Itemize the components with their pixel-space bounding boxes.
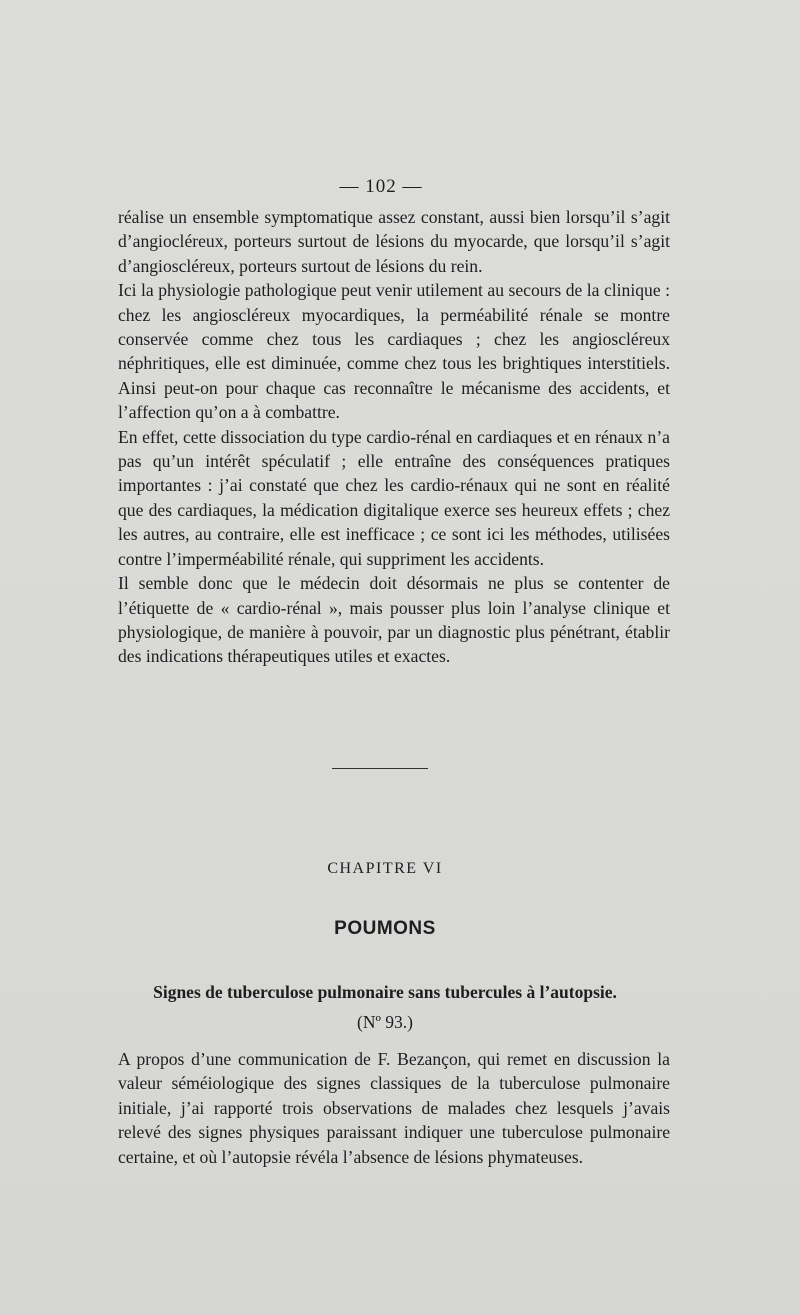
paragraph: En effet, cette dissociation du type cardio-rénal en cardiaques et en rénaux n’a pas qu’un intérêt spéculatif ; elle entraîne des conséquences pratiques importantes : j’ai constaté que chez les cardio-rénaux qui ne sont en réalité que des cardiaques, la médication digitalique exerce ses heureux effets ; chez les autres, au contraire, elle est inefficace ; ce sont ici les méthodes, utilisées contre l’imperméabilité rénale, qui suppriment les accidents. — [118, 426, 670, 569]
paragraph: A propos d’une communication de F. Bezançon, qui remet en discussion la valeur séméiologique des signes classiques de la tuberculose pulmonaire initiale, j’ai rapporté trois observations de malades chez lesquels j’avais relevé des signes physiques paraissant indiquer une tuberculose pulmonaire certaine, et où l’autopsie révéla l’absence de lésions phymateuses. — [118, 1049, 670, 1167]
section-2-text — [118, 1047, 670, 1169]
paragraph: Il semble donc que le médecin doit désormais ne plus se contenter de l’étiquette de « cardio-rénal », mais pousser plus loin l’analyse clinique et physiologique, de manière à pouvoir, par un diagnostic plus pénétrant, établir des indications thérapeutiques utiles et exactes. — [118, 573, 670, 667]
section-reference-note: (Nº 93.) — [357, 1012, 413, 1032]
section-divider — [332, 768, 428, 769]
paragraph: Ici la physiologie pathologique peut venir utilement au secours de la clinique : chez les angioscléreux myocardiques, la perméabilité rénale se montre conservée comme chez tous les cardiaques ; chez les angioscléreux néphritiques, elle est diminuée, comme chez tous les brightiques interstitiels. Ainsi peut-on pour chaque cas reconnaître le mécanisme des accidents, et l’affection qu’on a à combattre. — [118, 280, 670, 423]
page-number: — 102 — — [339, 176, 423, 197]
chapter-title: POUMONS — [334, 918, 436, 939]
section-1-text — [118, 205, 670, 669]
paragraph: réalise un ensemble symptomatique assez constant, aussi bien lorsqu’il s’agit d’angiocléreux, porteurs surtout de lésions du myocarde, que lorsqu’il s’agit d’angioscléreux, porteurs surtout de lésions du rein. — [118, 207, 670, 276]
section-heading: Signes de tuberculose pulmonaire sans tubercules à l’autopsie. — [153, 982, 617, 1002]
chapter-label: CHAPITRE VI — [327, 860, 443, 877]
